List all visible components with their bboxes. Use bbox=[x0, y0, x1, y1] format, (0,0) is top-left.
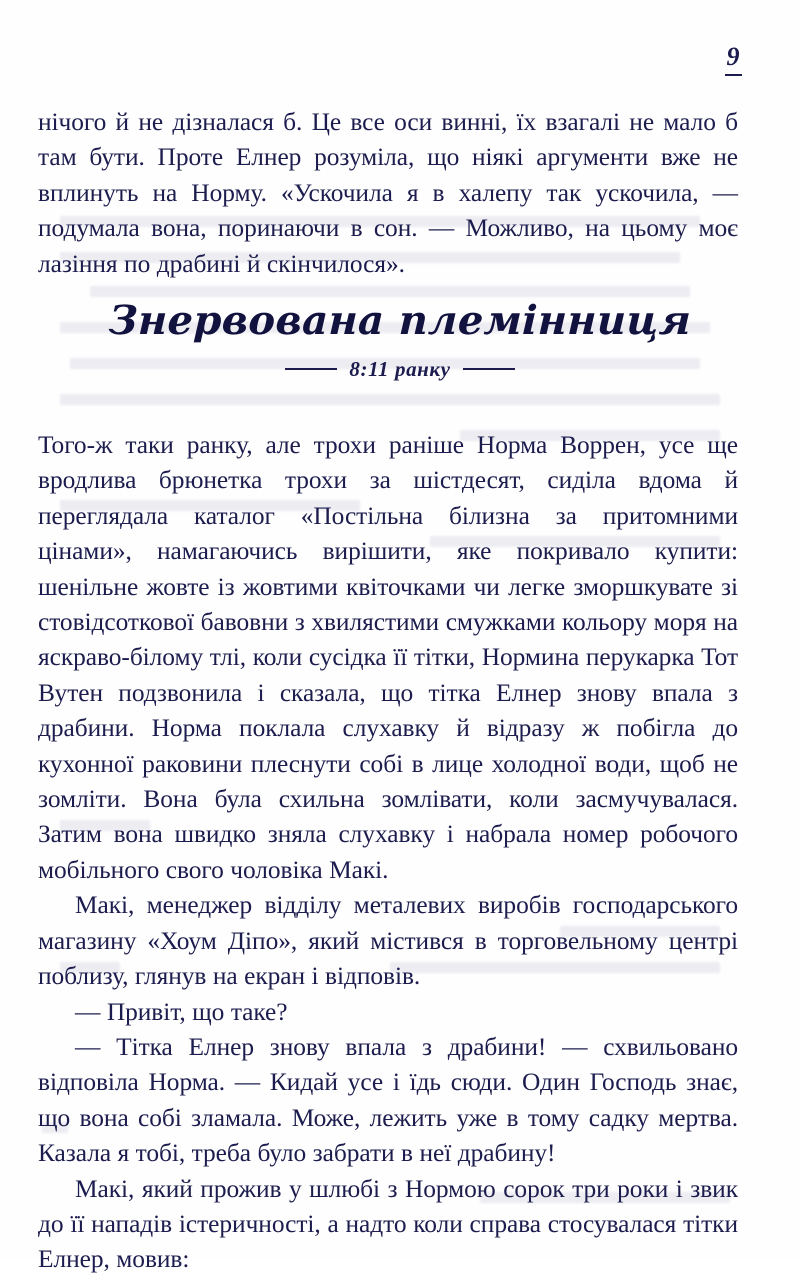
paragraph: Макі, менеджер відділу металевих виробів господарського магазину «Хоум Діпо», який містився в торговельному центрі поблизу, глянув на екран і відповів. bbox=[38, 891, 738, 991]
paragraph: Макі, який прожив у шлюбі з Нормою сорок три роки і звик до її нападів істеричності, а надто коли справа стосувалася тітки Елнер, мовив: bbox=[38, 1174, 738, 1274]
page-number: 9 bbox=[726, 42, 740, 71]
chapter-title: Знервована племінниця bbox=[108, 297, 693, 344]
paragraph-dialogue: — Тітка Елнер знову впала з драбини! — схвильовано відповіла Норма. — Кидай усе і їдь сюди. Один Господь знає, що вона собі зламала. Може, лежить уже в тому садку мертва. Казала я тобі, треба було забрати в неї драбину! bbox=[38, 1032, 738, 1168]
top-text-block bbox=[38, 105, 738, 282]
chapter-subtitle-row bbox=[0, 358, 800, 380]
chapter-heading bbox=[0, 296, 800, 380]
paragraph-continuation: нічого й не дізналася б. Це все оси винні, їх взагалі не мало б там бути. Проте Елнер розуміла, що ніякі аргументи вже не вплинуть на Норму. «Ускочила я в халепу так ускочила, — подумала вона, поринаючи в сон. — Можливо, на цьому моє лазіння по драбині й скінчилося». bbox=[38, 108, 738, 278]
page-number-rule bbox=[725, 74, 742, 76]
paragraph: Того-ж таки ранку, але трохи раніше Норма Воррен, усе ще вродлива брюнетка трохи за шістдесят, сиділа вдома й переглядала каталог «Постільна білизна за притомними цінами», намагаючись вирішити, яке покривало купити: шенільне жовте із жовтими квіточками чи легке зморшкувате зі стовідсоткової бавовни з хвилястими смужками кольору моря на яскраво-білому тлі, коли сусідка її тітки, Нормина перукарка Тот Вутен подзвонила і сказала, що тітка Елнер знову впала з драбини. Норма поклала слухавку й відразу ж побігла до кухонної раковини плеснути собі в лице холодної води, щоб не зомліти. Вона була схильна зомлівати, коли засмучувалася. Затим вона швидко зняла слухавку і набрала номер робочого мобільного свого чоловіка Макі. bbox=[38, 431, 738, 884]
main-text-block bbox=[38, 428, 738, 1278]
paragraph-dialogue: — Привіт, що таке? bbox=[75, 997, 288, 1026]
rule-right-icon bbox=[463, 368, 515, 371]
rule-left-icon bbox=[285, 368, 337, 371]
chapter-subtitle: 8:11 ранку bbox=[349, 357, 451, 381]
folio-area bbox=[0, 44, 800, 84]
